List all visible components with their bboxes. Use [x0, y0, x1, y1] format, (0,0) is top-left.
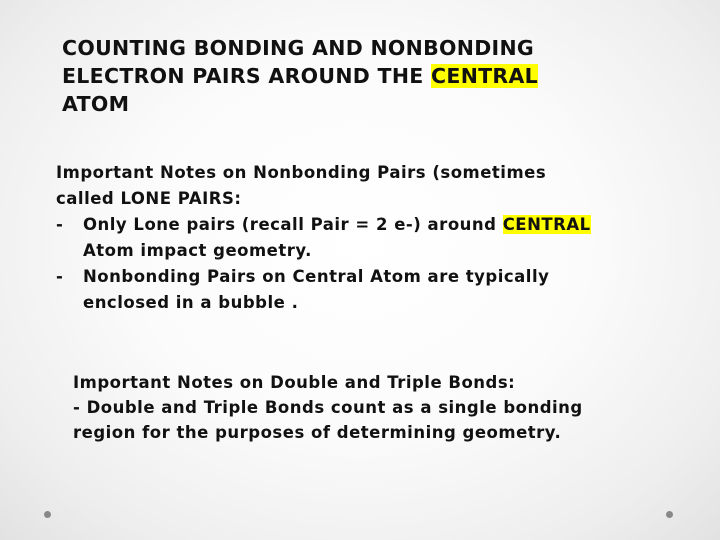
decorative-dot-left: [44, 511, 51, 518]
title-line-3: ATOM: [62, 92, 130, 116]
title-highlight-central: CENTRAL: [431, 64, 539, 88]
bullet-1-highlight-central: CENTRAL: [502, 215, 591, 234]
lone-pairs-heading-line-2: called LONE PAIRS:: [56, 189, 242, 208]
bond-notes: [73, 370, 693, 445]
bullet-1-continuation: Atom impact geometry.: [83, 241, 312, 260]
lone-pairs-heading-line-1: Important Notes on Nonbonding Pairs (sometimes: [56, 163, 547, 182]
title-line-2: [62, 62, 682, 90]
decorative-dot-right: [666, 511, 673, 518]
lone-pairs-bullet-1: [56, 212, 696, 238]
bullet-1-pre: Only Lone pairs (recall Pair = 2 e-) around: [83, 215, 503, 234]
bullet-2-continuation: enclosed in a bubble .: [83, 293, 299, 312]
bullet-dash: -: [56, 215, 64, 234]
title-line-1: COUNTING BONDING AND NONBONDING: [62, 36, 535, 60]
lone-pairs-bullet-2: [56, 264, 696, 290]
bullet-dash: -: [56, 267, 64, 286]
title-line-2-text: ELECTRON PAIRS AROUND THE: [62, 64, 432, 88]
lone-pairs-notes: [56, 160, 696, 316]
bullet-2-text: Nonbonding Pairs on Central Atom are typically: [83, 267, 550, 286]
slide-title: [62, 34, 682, 118]
bullet-1-text: [83, 212, 591, 238]
bond-notes-line-2: - Double and Triple Bonds count as a single bonding: [73, 398, 583, 417]
bond-notes-heading: Important Notes on Double and Triple Bonds:: [73, 373, 516, 392]
bond-notes-line-3: region for the purposes of determining geometry.: [73, 423, 562, 442]
